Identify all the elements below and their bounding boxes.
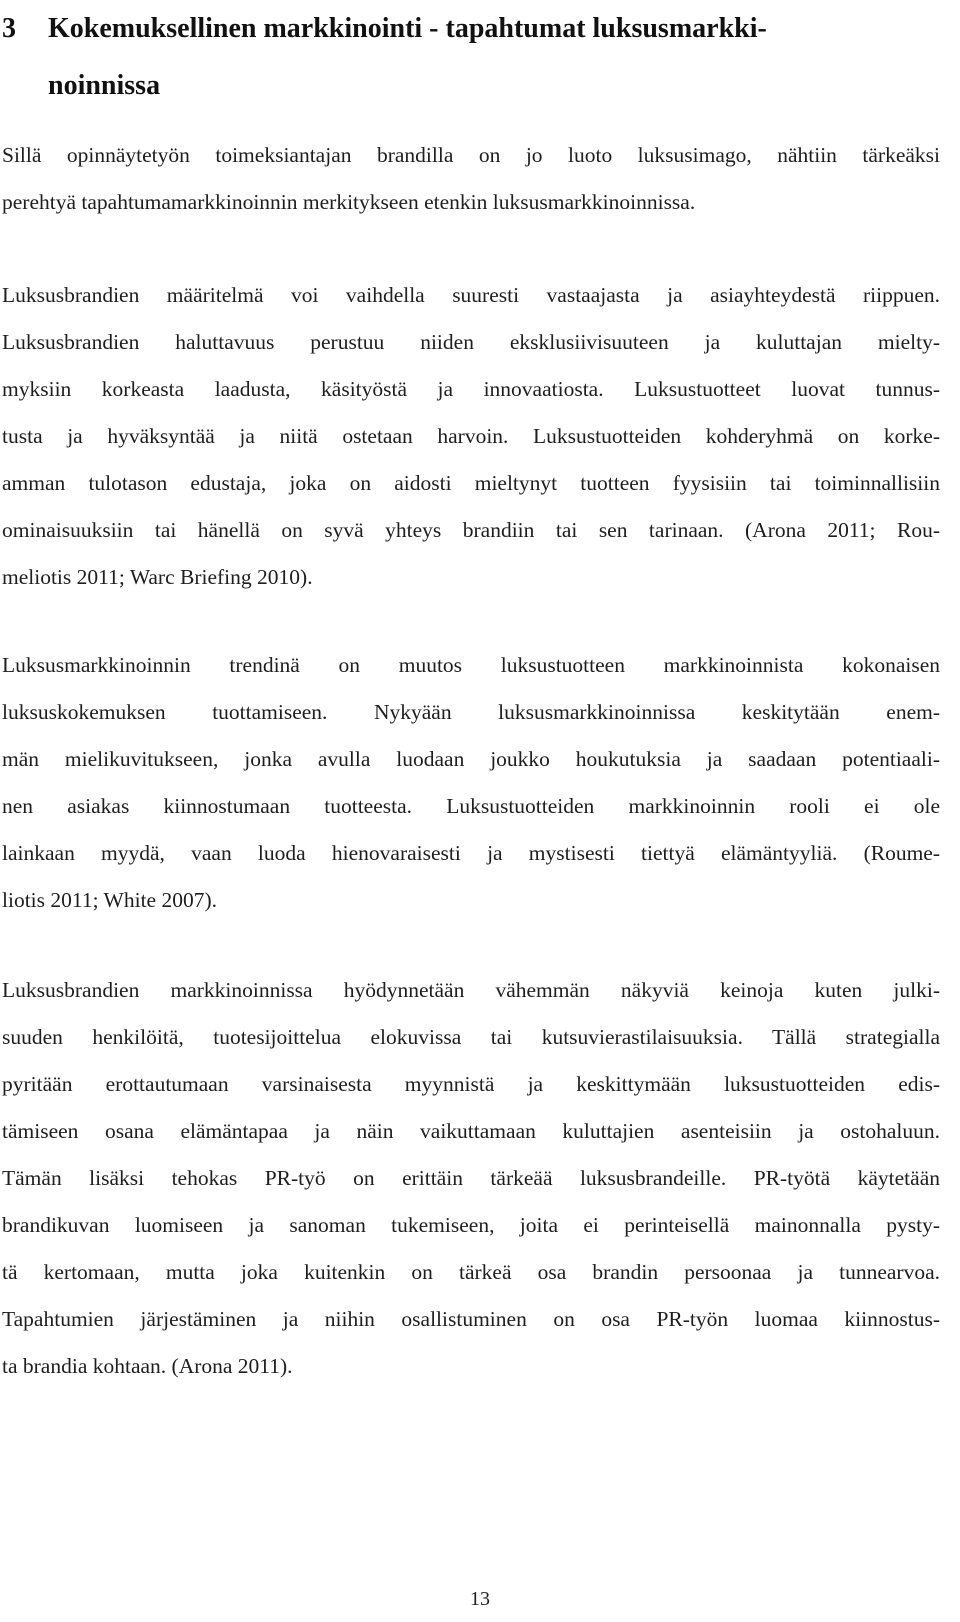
paragraph-luxury-definition: [2, 272, 940, 601]
page-number: 13: [470, 1588, 490, 1610]
section-number: 3: [2, 13, 16, 44]
paragraph-line: meliotis 2011; Warc Briefing 2010).: [2, 565, 313, 589]
paragraph-line: ominaisuuksiin tai hänellä on syvä yhteys brandiin tai sen tarinaan. (Arona 2011; Rou-: [2, 518, 940, 542]
section-title-line-1: Kokemuksellinen markkinointi - tapahtumat luksusmarkki-: [48, 13, 767, 44]
paragraph-line: Tapahtumien järjestäminen ja niihin osallistuminen on osa PR-työn luomaa kiinnostus-: [2, 1307, 940, 1331]
paragraph-line: Sillä opinnäytetyön toimeksiantajan brandilla on jo luoto luksusimago, nähtiin tärkeäksi: [2, 143, 940, 167]
paragraph-intro: [2, 132, 940, 226]
paragraph-line: suuden henkilöitä, tuotesijoittelua elokuvissa tai kutsuvierastilaisuuksia. Tällä strategialla: [2, 1025, 940, 1049]
paragraph-luxury-marketing-methods: [2, 967, 940, 1390]
paragraph-line: liotis 2011; White 2007).: [2, 888, 217, 912]
paragraph-line: tämiseen osana elämäntapaa ja näin vaikuttamaan kuluttajien asenteisiin ja ostohaluun.: [2, 1119, 940, 1143]
paragraph-line: män mielikuvitukseen, jonka avulla luodaan joukko houkutuksia ja saadaan potentiaali-: [2, 747, 940, 771]
paragraph-line: pyritään erottautumaan varsinaisesta myynnistä ja keskittymään luksustuotteiden edis-: [2, 1072, 940, 1096]
section-title-line-2: noinnissa: [48, 70, 161, 101]
paragraph-line: Luksusbrandien haluttavuus perustuu niiden eksklusiivisuuteen ja kuluttajan mielty-: [2, 330, 940, 354]
paragraph-line: amman tulotason edustaja, joka on aidosti mieltynyt tuotteen fyysisiin tai toiminnallisiin: [2, 471, 940, 495]
paragraph-line: Luksusbrandien markkinoinnissa hyödynnetään vähemmän näkyviä keinoja kuten julki-: [2, 978, 940, 1002]
paragraph-line: Tämän lisäksi tehokas PR-työ on erittäin tärkeää luksusbrandeille. PR-työtä käytetään: [2, 1166, 940, 1190]
paragraph-line: perehtyä tapahtumamarkkinoinnin merkitykseen etenkin luksusmarkkinoinnissa.: [2, 190, 696, 214]
paragraph-line: brandikuvan luomiseen ja sanoman tukemiseen, joita ei perinteisellä mainonnalla pysty-: [2, 1213, 940, 1237]
paragraph-line: lainkaan myydä, vaan luoda hienovaraisesti ja mystisesti tiettyä elämäntyyliä. (Roume-: [2, 841, 940, 865]
paragraph-line: Luksusbrandien määritelmä voi vaihdella suuresti vastaajasta ja asiayhteydestä riippuen.: [2, 283, 940, 307]
paragraph-line: Luksusmarkkinoinnin trendinä on muutos luksustuotteen markkinoinnista kokonaisen: [2, 653, 940, 677]
paragraph-line: tusta ja hyväksyntää ja niitä ostetaan harvoin. Luksustuotteiden kohderyhmä on korke-: [2, 424, 940, 448]
paragraph-luxury-trend: [2, 642, 940, 924]
paragraph-line: ta brandia kohtaan. (Arona 2011).: [2, 1354, 293, 1378]
paragraph-line: luksuskokemuksen tuottamiseen. Nykyään luksusmarkkinoinnissa keskitytään enem-: [2, 700, 940, 724]
section-heading: [2, 0, 942, 114]
paragraph-line: myksiin korkeasta laadusta, käsityöstä ja innovaatiosta. Luksustuotteet luovat tunnus-: [2, 377, 940, 401]
paragraph-line: tä kertomaan, mutta joka kuitenkin on tärkeä osa brandin persoonaa ja tunnearvoa.: [2, 1260, 940, 1284]
paragraph-line: nen asiakas kiinnostumaan tuotteesta. Luksustuotteiden markkinoinnin rooli ei ole: [2, 794, 940, 818]
